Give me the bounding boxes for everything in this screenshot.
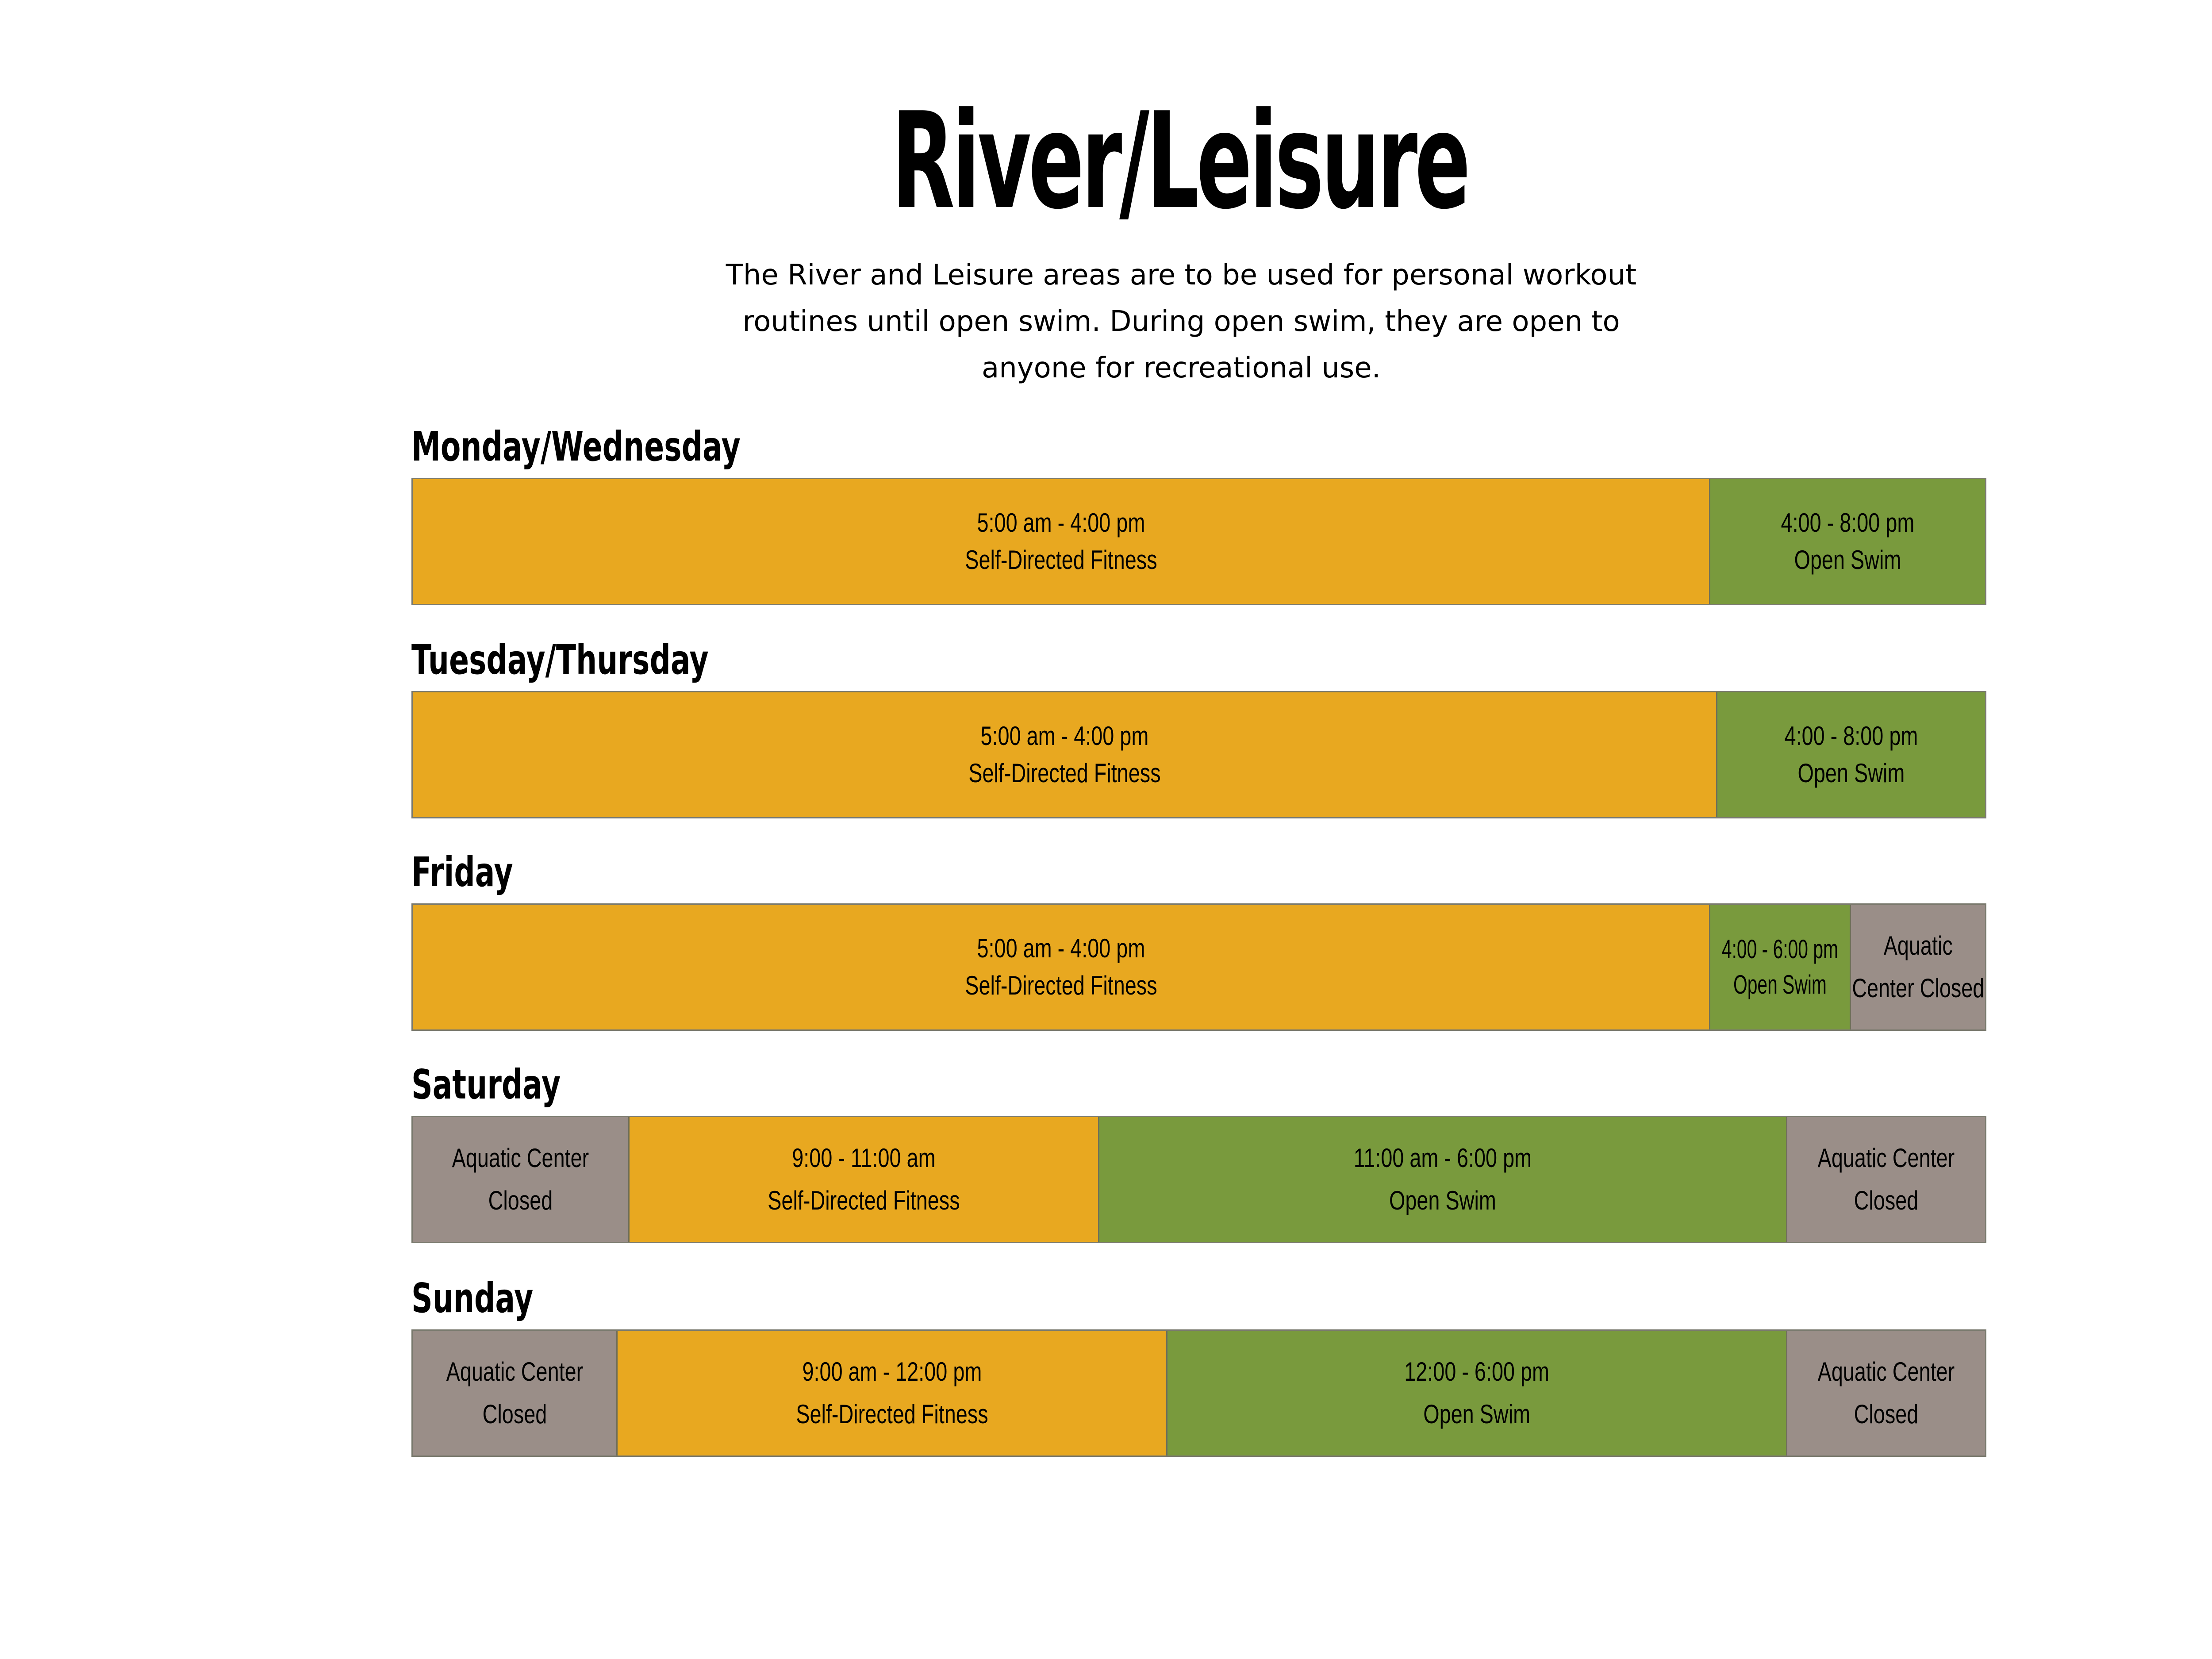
segment-activity: Closed [488,1186,553,1215]
segment-activity: Open Swim [1794,545,1901,575]
segment-activity: Open Swim [1423,1399,1530,1429]
day-label: Tuesday/Thursday [411,636,709,684]
segment-activity: Self-Directed Fitness [768,1186,960,1215]
segment-time: Aquatic Center [446,1357,583,1386]
segment-activity: Closed [482,1399,547,1429]
schedule-bar [411,1329,1986,1457]
schedule-segment-open-swim [1166,1331,1786,1455]
day-label: Sunday [411,1275,534,1322]
segment-time: Aquatic Center [1817,1143,1955,1173]
segment-time: 12:00 - 6:00 pm [1404,1357,1549,1386]
segment-time: Aquatic [1883,931,1953,960]
schedule-segment-open-swim [1709,905,1850,1029]
schedule-segment-fitness [413,479,1709,604]
schedule-segment-open-swim [1709,479,1985,604]
schedule-segment-fitness [413,692,1716,817]
segment-activity: Open Swim [1389,1186,1496,1215]
segment-time: 5:00 am - 4:00 pm [980,721,1148,751]
segment-time: Aquatic Center [452,1143,589,1173]
area-description: The River and Leisure areas are to be used for personal workout routines until open swim. During open swim, they are open to anyone for recreational use. [726,259,1637,384]
schedule-segment-fitness [616,1331,1166,1455]
segment-activity: Open Swim [1733,970,1827,999]
segment-time: Aquatic Center [1817,1357,1955,1386]
day-label: Friday [411,849,513,896]
segment-activity: Center Closed [1851,973,1985,1003]
schedule-bar [411,1116,1986,1243]
segment-activity: Closed [1854,1186,1919,1215]
schedule-segment-fitness [628,1117,1098,1242]
schedule-bar [411,478,1986,605]
schedule-segment-closed [1786,1331,1985,1455]
schedule-segment-closed [1786,1117,1985,1242]
segment-time: 4:00 - 8:00 pm [1781,508,1915,538]
schedule-bar [411,691,1986,818]
segment-activity: Self-Directed Fitness [964,545,1157,575]
segment-activity: Self-Directed Fitness [795,1399,988,1429]
segment-time: 9:00 - 11:00 am [792,1143,936,1173]
schedule-segment-closed [413,1117,628,1242]
schedule-segment-open-swim [1716,692,1985,817]
page-title: River/Leisure [891,84,1468,238]
day-label: Monday/Wednesday [411,423,741,470]
segment-activity: Self-Directed Fitness [964,971,1157,1000]
schedule-segment-closed [413,1331,616,1455]
segment-time: 5:00 am - 4:00 pm [977,508,1145,538]
segment-activity: Closed [1854,1399,1919,1429]
segment-activity: Self-Directed Fitness [968,758,1161,788]
segment-time: 11:00 am - 6:00 pm [1353,1143,1532,1173]
day-label: Saturday [411,1061,561,1108]
segment-time: 9:00 am - 12:00 pm [802,1357,982,1386]
segment-activity: Open Swim [1797,758,1905,788]
segment-time: 4:00 - 8:00 pm [1784,721,1918,751]
schedule-segment-closed [1850,905,1985,1029]
segment-time: 4:00 - 6:00 pm [1721,934,1839,964]
schedule-bar [411,903,1986,1031]
schedule-segment-open-swim [1098,1117,1786,1242]
schedule-segment-fitness [413,905,1709,1029]
segment-time: 5:00 am - 4:00 pm [977,933,1145,963]
